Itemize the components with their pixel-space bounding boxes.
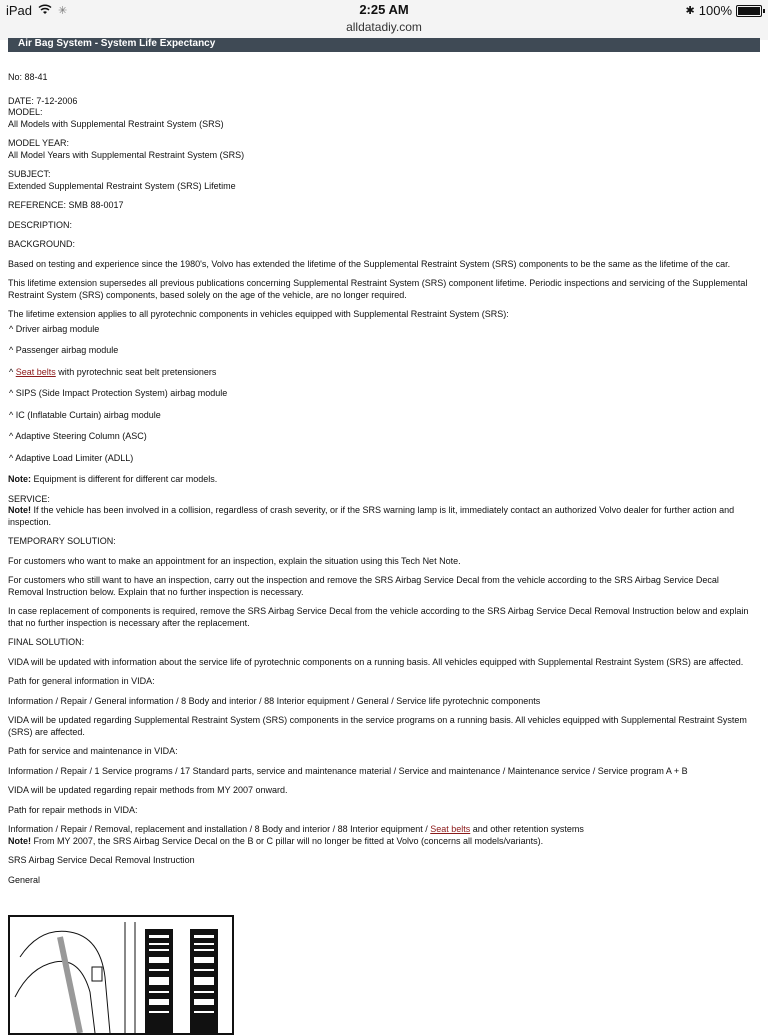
temporary-paragraph-1: For customers who want to make an appointment for an inspection, explain the situation using this Tech Net Note. <box>8 555 461 566</box>
model-year-value: All Model Years with Supplemental Restraint System (SRS) <box>8 149 245 160</box>
page-header-bar <box>8 38 760 52</box>
background-paragraph-3: The lifetime extension applies to all pyrotechnic components in vehicles equipped with Supplemental Restraint System (SRS): <box>8 309 509 319</box>
path-general-label: Path for general information in VIDA: <box>8 676 155 686</box>
background-paragraph-2: This lifetime extension supersedes all previous publications concerning Supplemental Restraint System (SRS) component lifetime. Periodic inspections and servicing of the Supplemental Restraint System (SRS) components, based solely on the age of the vehicle, are no longer required. <box>8 278 748 300</box>
bluetooth-icon: ✱ <box>685 5 695 17</box>
temporary-paragraph-3: In case replacement of components is required, remove the SRS Airbag Service Decal from the vehicle according to the SRS Airbag Service Decal Removal Instruction below and explain that no further inspection is necessary after the replacement. <box>8 606 749 628</box>
address-bar[interactable] <box>0 20 768 40</box>
reference: REFERENCE: SMB 88-0017 <box>8 200 124 210</box>
final-paragraph-1: VIDA will be updated with information about the service life of pyrotechnic components on a running basis. All vehicles equipped with Supplemental Restraint System (SRS) are affected. <box>8 656 744 667</box>
page-title: Air Bag System - System Life Expectancy <box>18 38 216 49</box>
bulletin-date: DATE: 7-12-2006 <box>8 95 78 106</box>
service-note: Note! If the vehicle has been involved in a collision, regardless of crash severity, or if the SRS warning lamp is lit, immediately contact an authorized Volvo dealer for further action and inspection. <box>8 505 735 527</box>
list-item: ^ Passenger airbag module <box>9 345 119 355</box>
path-general: Information / Repair / General information / 8 Body and interior / 88 Interior equipment / General / Service life pyrotechnic components <box>8 695 541 706</box>
seat-belts-link[interactable]: Seat belts <box>15 366 56 377</box>
bulletin-number: No: 88-41 <box>8 72 48 82</box>
final-paragraph-3: VIDA will be updated regarding repair methods from MY 2007 onward. <box>8 785 288 795</box>
battery-percent: 100% <box>698 3 732 18</box>
model-value: All Models with Supplemental Restraint System (SRS) <box>8 118 224 129</box>
list-item: ^ Adaptive Load Limiter (ADLL) <box>9 452 134 463</box>
final-paragraph-2: VIDA will be updated regarding Supplemental Restraint System (SRS) components in the service programs on a running basis. All vehicles equipped with Supplemental Restraint System (SRS) are affected. <box>8 715 747 737</box>
list-item: ^ Driver airbag module <box>9 323 100 334</box>
bulletin-content <box>8 72 756 894</box>
seat-belts-link[interactable]: Seat belts <box>430 824 471 834</box>
general-label: General <box>8 874 41 885</box>
final-solution-label: FINAL SOLUTION: <box>8 637 85 647</box>
equipment-note: Note: Equipment is different for different car models. <box>8 474 218 484</box>
background-paragraph-1: Based on testing and experience since the 1980's, Volvo has extended the lifetime of the Supplemental Restraint System (SRS) components to be the same as the lifetime of the car. <box>8 258 731 269</box>
path-repair: Information / Repair / Removal, replacement and installation / 8 Body and interior / 88 Interior equipment / Seat belts and other retention systems <box>8 824 584 834</box>
decal-illustration <box>8 915 234 1035</box>
battery-icon <box>736 5 762 17</box>
path-service-label: Path for service and maintenance in VIDA: <box>8 746 178 756</box>
temporary-solution-label: TEMPORARY SOLUTION: <box>8 536 116 546</box>
description-label: DESCRIPTION: <box>8 219 73 230</box>
path-service: Information / Repair / 1 Service programs / 17 Standard parts, service and maintenance material / Service and maintenance / Maintenance service / Service program A + B <box>8 765 688 776</box>
model-year-label: MODEL YEAR: <box>8 138 70 148</box>
subject-label: SUBJECT: <box>8 169 51 179</box>
list-item: ^ SIPS (Side Impact Protection System) airbag module <box>9 388 228 398</box>
path-repair-label: Path for repair methods in VIDA: <box>8 804 138 815</box>
clock: 2:25 AM <box>359 2 409 17</box>
device-label: iPad <box>6 3 33 18</box>
url-text[interactable]: alldatadiy.com <box>346 20 422 34</box>
status-bar <box>0 0 768 20</box>
list-item: ^ IC (Inflatable Curtain) airbag module <box>9 409 161 420</box>
list-item: ^ Seat belts with pyrotechnic seat belt pretensioners <box>9 366 217 377</box>
decal-heading: SRS Airbag Service Decal Removal Instruction <box>8 855 195 865</box>
subject-value: Extended Supplemental Restraint System (SRS) Lifetime <box>8 180 236 191</box>
background-label: BACKGROUND: <box>8 239 76 249</box>
decal-note: Note! From MY 2007, the SRS Airbag Service Decal on the B or C pillar will no longer be fitted at Volvo (concerns all models/variants). <box>8 835 544 846</box>
model-label: MODEL: <box>8 107 43 117</box>
list-item: ^ Adaptive Steering Column (ASC) <box>9 431 147 441</box>
service-label: SERVICE: <box>8 493 50 504</box>
activity-spinner-icon: ✳ <box>58 5 68 17</box>
temporary-paragraph-2: For customers who still want to have an inspection, carry out the inspection and remove the SRS Airbag Service Decal from the vehicle according to the SRS Airbag Service Decal Removal Instruction below. Explain that no further inspection is necessary. <box>8 575 719 597</box>
